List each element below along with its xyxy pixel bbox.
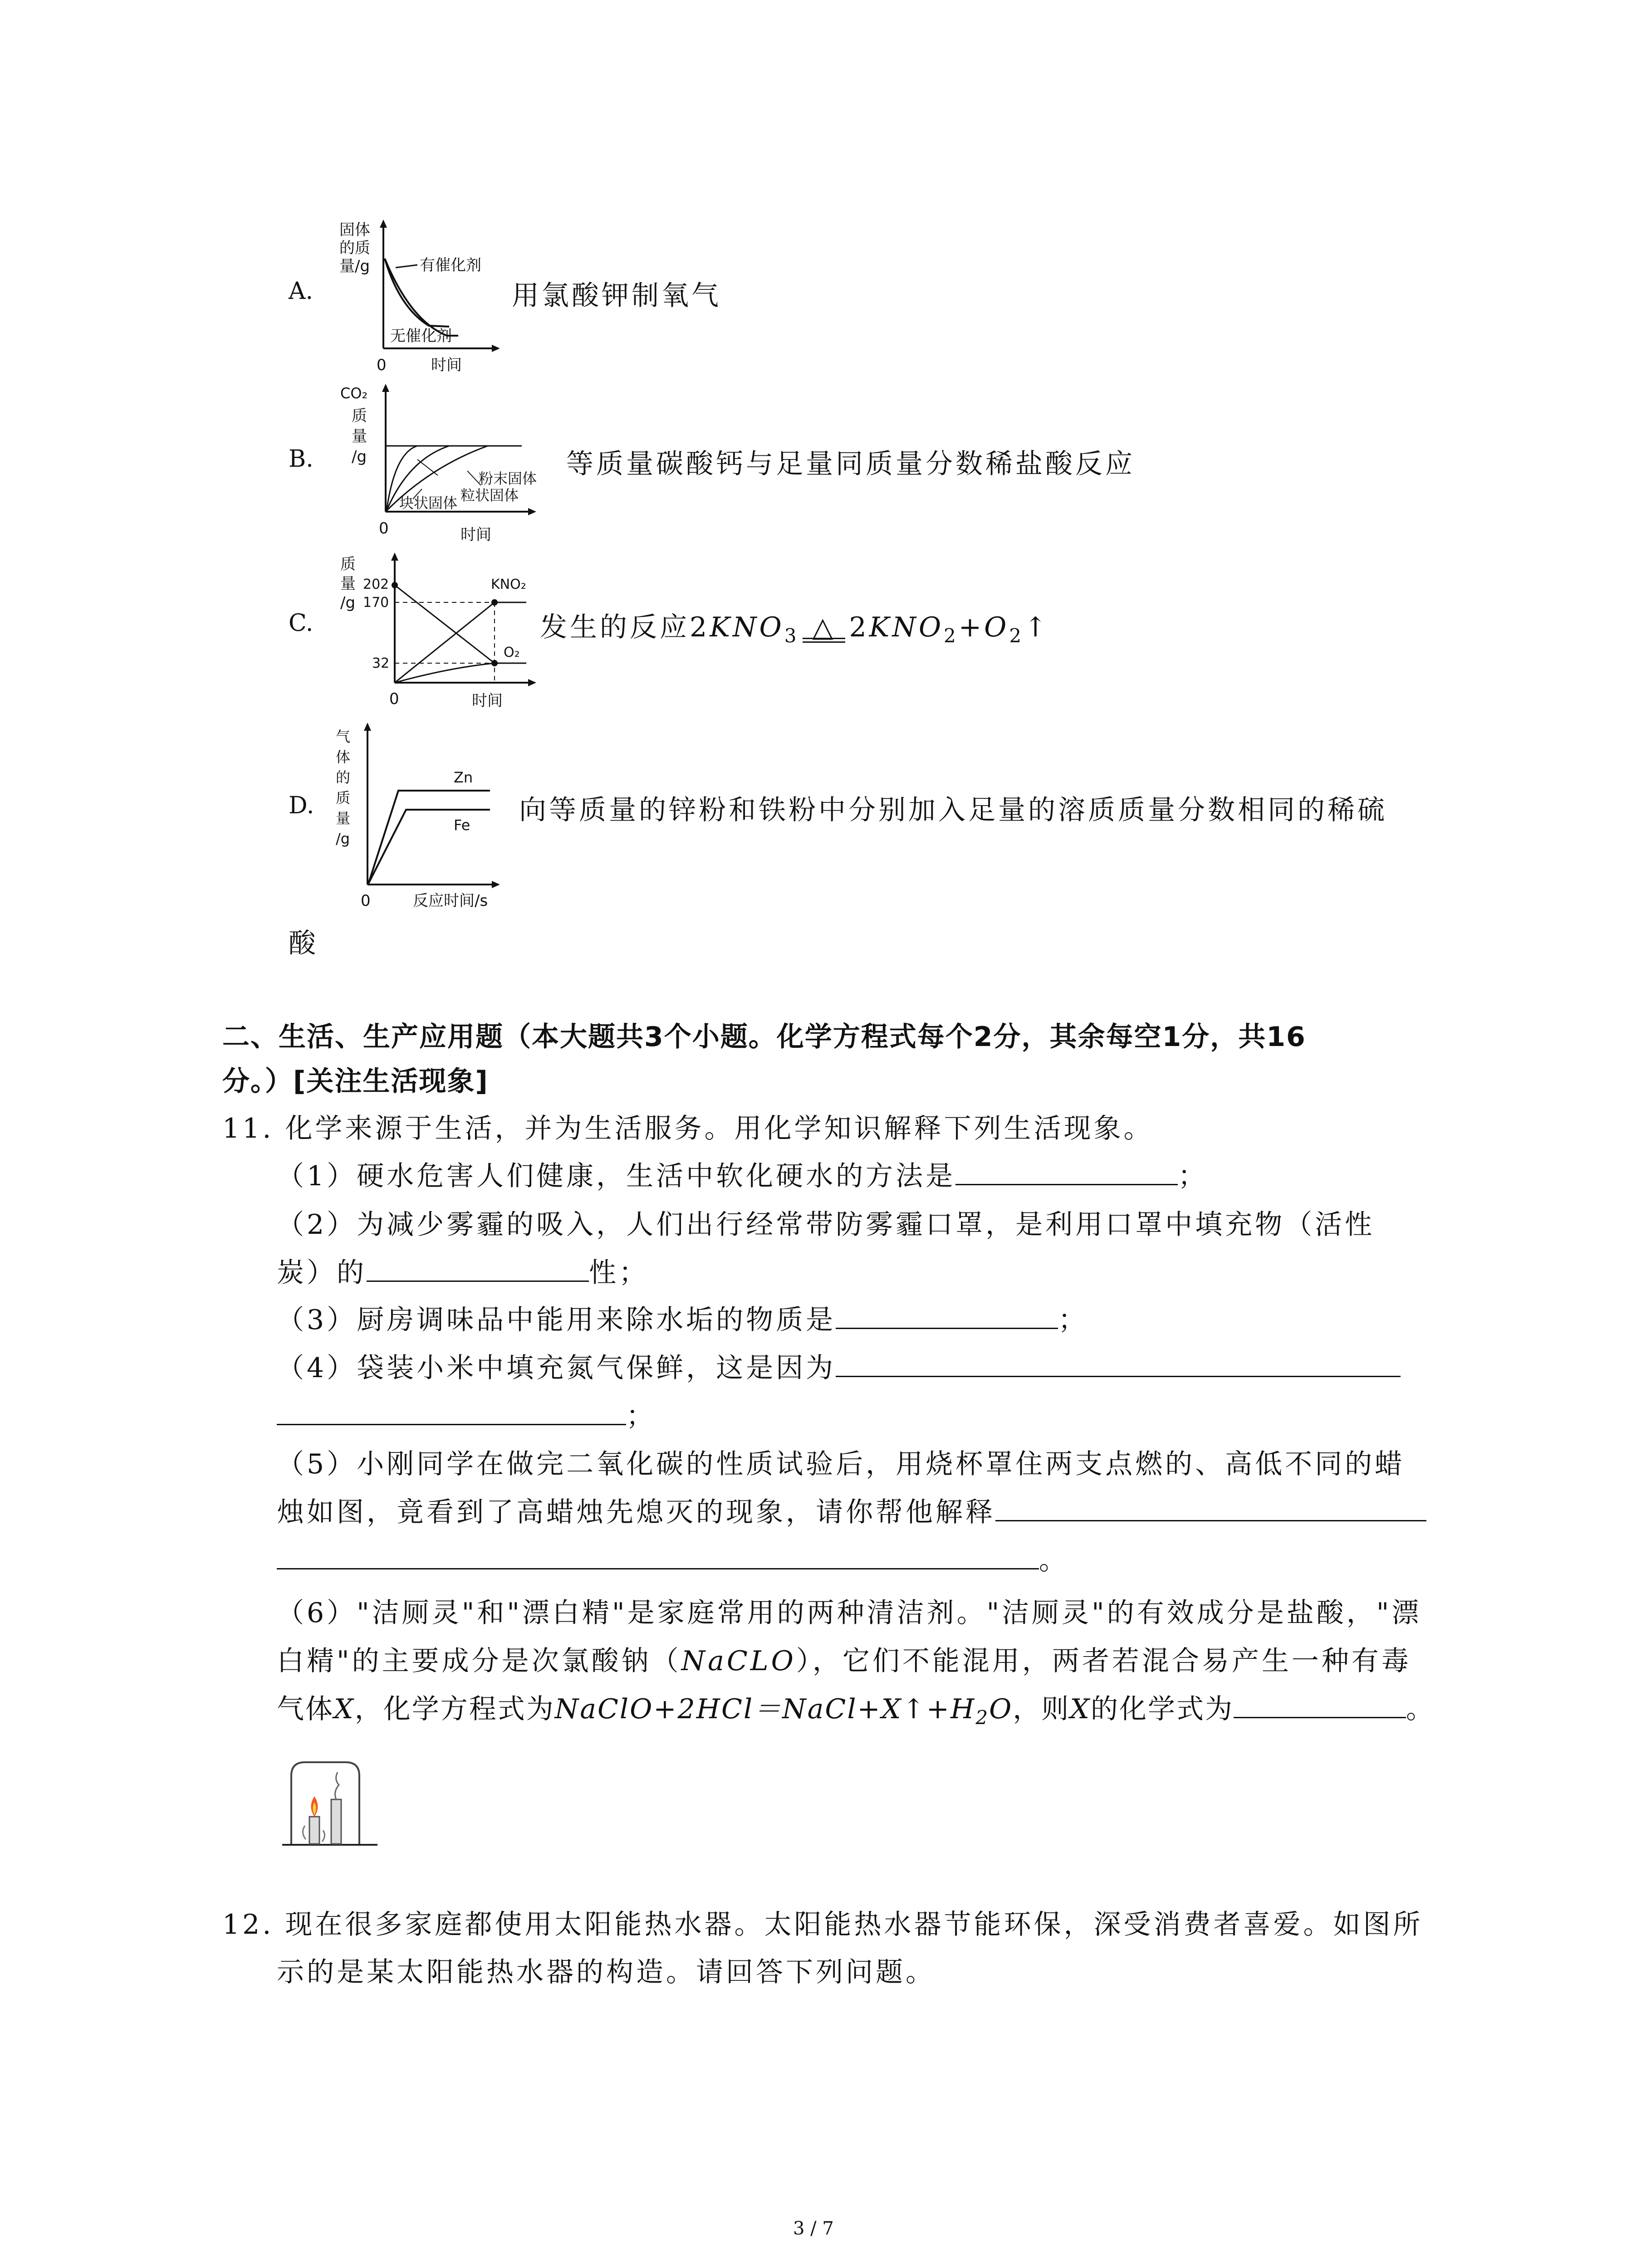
q11-part4 <box>277 1346 1401 1385</box>
q11-part1-end: ； <box>1178 1160 1208 1192</box>
option-c-product1-sub: 2 <box>944 625 959 647</box>
q11-part1-text: （1）硬水危害人们健康，生活中软化硬水的方法是 <box>277 1160 956 1192</box>
option-d-ylabel-4: 质 <box>336 789 351 807</box>
q11-part6-x2: X <box>1070 1693 1091 1725</box>
tall-candle <box>331 1799 341 1844</box>
q11-part6-blank[interactable] <box>1234 1693 1406 1718</box>
q11-part6-line3-d: 的化学式为 <box>1091 1693 1234 1725</box>
option-b-xlabel: 时间 <box>460 526 491 544</box>
option-d-series-label-zn: Zn <box>454 769 473 786</box>
option-c-reactant: KNO <box>710 611 784 643</box>
option-b-origin: 0 <box>379 519 389 538</box>
option-d-text: 向等质量的锌粉和铁粉中分别加入足量的溶质质量分数相同的稀硫 <box>519 794 1387 826</box>
option-c-equals-bar <box>803 638 845 643</box>
q11-part2-line1: （2）为减少雾霾的吸入，人们出行经常带防雾霾口罩，是利用口罩中填充物（活性 <box>277 1209 1375 1241</box>
q11-part1 <box>277 1154 1208 1193</box>
option-c-coef: 2 <box>849 611 869 643</box>
option-c-series-label-o2: O₂ <box>504 645 520 660</box>
q11-part5-blank-cont[interactable] <box>277 1545 1039 1569</box>
option-d-letter: D. <box>289 792 314 819</box>
q11-part3-blank[interactable] <box>836 1304 1058 1329</box>
option-b-ylabel-3: 量 <box>352 427 367 445</box>
q11-part6-equation-end: O <box>989 1693 1013 1725</box>
q11-part2-text: 炭）的 <box>277 1257 367 1289</box>
q12-line2: 示的是某太阳能热水器的构造。请回答下列问题。 <box>277 1956 936 1988</box>
q11-part6-line3 <box>277 1687 1435 1729</box>
q11-part3-end: ； <box>1058 1304 1088 1336</box>
q11-part6-line3-a: 气体 <box>277 1693 334 1725</box>
option-d-ylabel-2: 体 <box>336 748 351 766</box>
option-d-ylabel-5: 量 <box>336 810 351 827</box>
option-c-ylabel-3: /g <box>340 594 356 612</box>
q11-part2-blank[interactable] <box>367 1257 589 1282</box>
option-a-ylabel-2: 的质 <box>339 239 370 257</box>
option-b-ylabel-4: /g <box>352 448 367 466</box>
option-b-series-label-granular: 粒状固体 <box>460 487 519 504</box>
option-a-ylabel-1: 固体 <box>339 221 370 239</box>
option-d-origin: 0 <box>361 892 371 910</box>
option-c-ytick-202: 202 <box>363 577 389 592</box>
option-a-series-label-catalyst: 有催化剂 <box>420 256 481 274</box>
option-c-product2: O <box>984 611 1009 643</box>
option-d-xlabel: 反应时间/s <box>413 892 488 910</box>
q11-part6-line3-c: ，则 <box>1013 1693 1070 1725</box>
q11-part6-line1: （6）"洁厕灵"和"漂白精"是家庭常用的两种清洁剂。"洁厕灵"的有效成分是盐酸，"漂 <box>277 1597 1422 1629</box>
option-c-xlabel: 时间 <box>472 692 503 710</box>
option-c-origin: 0 <box>389 690 399 708</box>
q12-line1: 12. 现在很多家庭都使用太阳能热水器。太阳能热水器节能环保，深受消费者喜爱。如图所 <box>222 1909 1423 1941</box>
option-c-text-prefix: 发生的反应2 <box>540 611 710 643</box>
option-c-condition <box>799 611 849 643</box>
option-d-line-zn <box>368 791 490 884</box>
option-c-condition-symbol: △ <box>812 611 836 643</box>
option-b-series-label-powder: 粉末固体 <box>479 470 537 487</box>
option-b-chart <box>331 380 567 548</box>
q11-part2-end: 性； <box>589 1257 649 1289</box>
q11-part4-end: ； <box>626 1400 656 1432</box>
q11-part6-line2-b: ），它们不能混用，两者若混合易产生一种有毒 <box>796 1645 1411 1677</box>
option-a-letter: A. <box>289 278 314 305</box>
option-c-ytick-170: 170 <box>363 595 389 611</box>
page-number: 3 / 7 <box>793 2218 834 2239</box>
q11-part6-line2-a: 白精"的主要成分是次氯酸钠（ <box>277 1645 681 1677</box>
q11-part3 <box>277 1298 1088 1337</box>
q11-part6-line3-b: ，化学方程式为 <box>354 1693 555 1725</box>
candle-beaker-figure <box>278 1749 382 1853</box>
option-c-chart <box>331 549 540 712</box>
q11-part5-cont <box>277 1539 1069 1578</box>
option-b-series-label-block: 块状固体 <box>399 494 458 512</box>
option-d-ylabel-6: /g <box>336 830 350 847</box>
q11-part2-line2 <box>277 1251 649 1290</box>
option-a-ylabel-3: 量/g <box>339 257 370 275</box>
option-a-text: 用氯酸钾制氧气 <box>512 280 721 312</box>
option-c-product2-sub: 2 <box>1009 625 1024 647</box>
option-c-plus: + <box>958 611 985 643</box>
option-c-ytick-32: 32 <box>372 655 390 671</box>
option-b-text: 等质量碳酸钙与足量同质量分数稀盐酸反应 <box>566 448 1135 480</box>
option-c-product1: KNO <box>869 611 944 643</box>
q11-part6-formula-naclo: NaCLO <box>681 1645 796 1677</box>
section2-heading-line2: 分。）[关注生活现象] <box>222 1066 489 1097</box>
q11-part5-blank[interactable] <box>995 1496 1426 1521</box>
option-d-series-label-fe: Fe <box>454 816 470 834</box>
option-c-text <box>540 606 1049 647</box>
option-c-ylabel-1: 质 <box>340 555 356 573</box>
q11-part6-end: 。 <box>1406 1693 1435 1725</box>
option-c-ylabel-2: 量 <box>340 575 356 593</box>
q11-part5-end: 。 <box>1039 1545 1069 1576</box>
option-b-letter: B. <box>289 445 314 473</box>
q11-part5-text: 烛如图，竟看到了高蜡烛先熄灭的现象，请你帮他解释 <box>277 1496 995 1528</box>
option-d-text-continued: 酸 <box>289 928 318 959</box>
option-a-chart <box>331 217 513 389</box>
option-c-letter: C. <box>289 610 314 637</box>
q11-part6-x1: X <box>334 1693 355 1725</box>
option-d-ylabel-3: 的 <box>336 769 351 786</box>
option-c-reactant-sub: 3 <box>784 625 799 647</box>
q11-part6-eq-sub: 2 <box>975 1706 989 1729</box>
option-a-xlabel: 时间 <box>431 356 462 374</box>
option-d-line-fe <box>368 810 490 884</box>
q11-part3-text: （3）厨房调味品中能用来除水垢的物质是 <box>277 1304 836 1336</box>
section2-heading-line1: 二、生活、生产应用题（本大题共3个小题。化学方程式每个2分，其余每空1分，共16 <box>222 1021 1306 1053</box>
option-a-origin: 0 <box>377 356 387 374</box>
q11-part4-blank[interactable] <box>836 1352 1401 1377</box>
q11-part6-equation: NaClO+2HCl＝NaCl+X↑+H <box>554 1693 976 1725</box>
tall-candle-smoke <box>335 1772 339 1799</box>
q11-part6-line2 <box>277 1639 1411 1678</box>
q11-stem: 11. 化学来源于生活，并为生活服务。用化学知识解释下列生活现象。 <box>222 1113 1154 1144</box>
option-d-ylabel-1: 气 <box>336 728 351 745</box>
low-candle <box>309 1817 319 1844</box>
q11-part4-text: （4）袋装小米中填充氮气保鲜，这是因为 <box>277 1352 836 1384</box>
option-b-ylabel-1: CO₂ <box>340 385 368 402</box>
option-b-ylabel-2: 质 <box>352 407 367 425</box>
q11-part4-cont <box>277 1394 656 1433</box>
q11-part5-line1: （5）小刚同学在做完二氧化碳的性质试验后，用烧杯罩住两支点燃的、高低不同的蜡 <box>277 1448 1405 1480</box>
option-d-chart <box>318 719 526 923</box>
q11-part1-blank[interactable] <box>955 1160 1178 1185</box>
option-c-gas-arrow: ↑ <box>1024 611 1050 643</box>
q11-part5-line2 <box>277 1491 1426 1530</box>
q11-part4-blank-cont[interactable] <box>277 1400 626 1425</box>
option-a-series-label-no-catalyst: 无催化剂 <box>390 327 452 345</box>
option-c-series-label-kno2: KNO₂ <box>491 577 526 592</box>
